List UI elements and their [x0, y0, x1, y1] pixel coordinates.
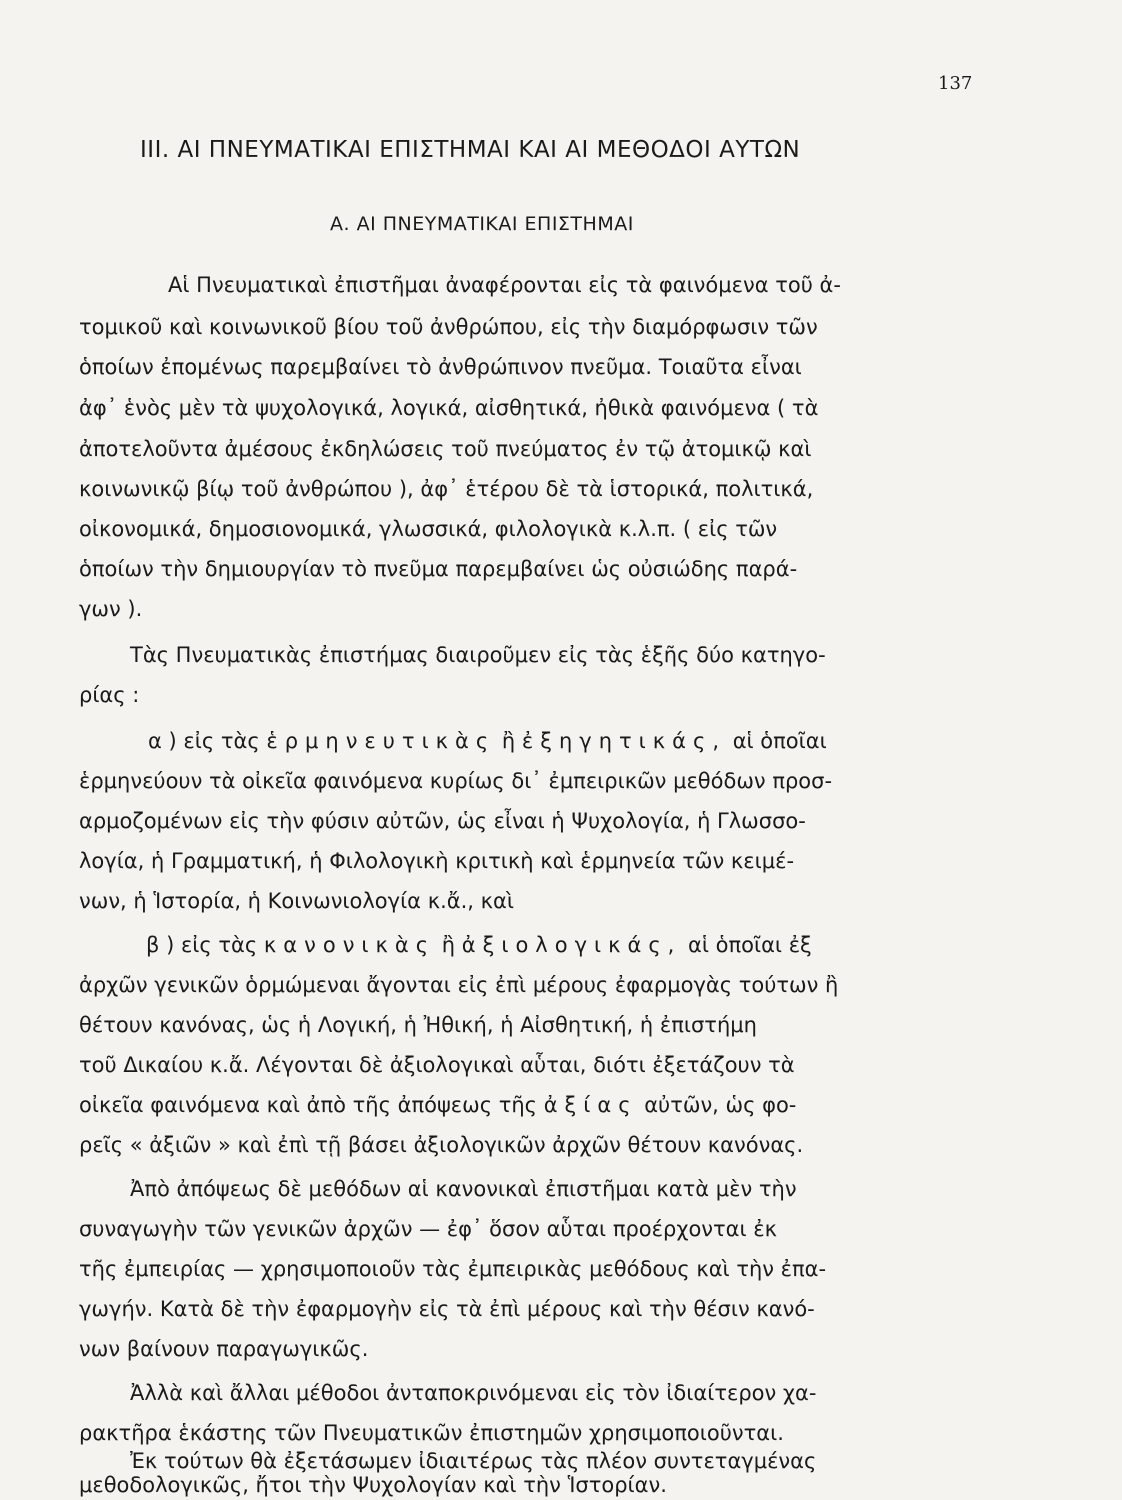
text-line: ὁποίων ἐπομένως παρεμβαίνει τὸ ἀνθρώπινον πνεῦμα. Τοιαῦτα εἶναι [79, 355, 802, 379]
text-line: θέτουν κανόνας, ὡς ἡ Λογική, ἡ Ἠθική, ἡ Αἰσθητική, ἡ ἐπιστήμη [79, 1013, 757, 1037]
text-line: ρακτῆρα ἑκάστης τῶν Πνευματικῶν ἐπιστημῶν χρησιμοποιοῦνται. [79, 1421, 784, 1445]
text-line: Ἐκ τούτων θὰ ἐξετάσωμεν ἰδιαιτέρως τὰς πλέον συντεταγμένας [130, 1449, 817, 1473]
page-number: 137 [938, 73, 973, 94]
text-line: τοῦ Δικαίου κ.ἄ. Λέγονται δὲ ἀξιολογικαὶ αὗται, διότι ἐξετάζουν τὰ [79, 1053, 795, 1077]
text-line: ρίας : [79, 683, 140, 707]
text-line: οἰκονομικά, δημοσιονομικά, γλωσσικά, φιλολογικὰ κ.λ.π. ( εἰς τῶν [79, 517, 778, 541]
text-line [146, 930, 812, 960]
emphasized-term: ἀξίας [543, 1093, 638, 1117]
text-line: ἀρχῶν γενικῶν ὁρμώμεναι ἄγονται εἰς ἐπὶ μέρους ἐφαρμογὰς τούτων ἢ [79, 973, 839, 997]
text-line: συναγωγὴν τῶν γενικῶν ἀρχῶν — ἐφ᾽ ὅσον αὗται προέρχονται ἐκ [79, 1217, 778, 1241]
text-run: οἰκεῖα φαινόμενα καὶ ἀπὸ τῆς ἀπόψεως τῆς [79, 1093, 538, 1117]
text-line: γωγήν. Κατὰ δὲ τὴν ἐφαρμογὴν εἰς τὰ ἐπὶ μέρους καὶ τὴν θέσιν κανό- [79, 1297, 815, 1321]
text-line: τομικοῦ καὶ κοινωνικοῦ βίου τοῦ ἀνθρώπου, εἰς τὴν διαμόρφωσιν τῶν [79, 315, 818, 339]
text-run: α ) εἰς τὰς [148, 729, 260, 753]
section-title: Α. ΑΙ ΠΝΕΥΜΑΤΙΚΑΙ ΕΠΙΣΤΗΜΑΙ [330, 213, 634, 235]
emphasized-term: κανονικὰς [263, 933, 436, 957]
text-line [79, 1090, 796, 1120]
text-line: λογία, ἡ Γραμματική, ἡ Φιλολογικὴ κριτικὴ καὶ ἑρμηνεία τῶν κειμέ- [79, 849, 795, 873]
emphasized-term: ἐξηγητικάς, [521, 729, 726, 753]
text-line: Ἀπὸ ἀπόψεως δὲ μεθόδων αἱ κανονικαὶ ἐπιστῆμαι κατὰ μὲν τὴν [130, 1177, 797, 1201]
text-line: μεθοδολογικῶς, ἤτοι τὴν Ψυχολογίαν καὶ τὴν Ἱστορίαν. [79, 1473, 667, 1497]
text-line [148, 726, 827, 756]
text-line: τῆς ἐμπειρίας — χρησιμοποιοῦν τὰς ἐμπειρικὰς μεθόδους καὶ τὴν ἐπα- [79, 1257, 827, 1281]
text-line: ἀφ᾽ ἑνὸς μὲν τὰ ψυχολογικά, λογικά, αἰσθητικά, ἠθικὰ φαινόμενα ( τὰ [79, 396, 819, 420]
chapter-title: III. ΑΙ ΠΝΕΥΜΑΤΙΚΑΙ ΕΠΙΣΤΗΜΑΙ ΚΑΙ ΑΙ ΜΕΘΟΔΟΙ ΑΥΤΩΝ [140, 137, 801, 163]
text-run: ἢ [501, 729, 516, 753]
text-line: Ἀλλὰ καὶ ἄλλαι μέθοδοι ἀνταποκρινόμεναι εἰς τὸν ἰδιαίτερον χα- [130, 1381, 817, 1405]
text-line: νων, ἡ Ἱστορία, ἡ Κοινωνιολογία κ.ἄ., καὶ [79, 889, 514, 913]
text-run: β ) εἰς τὰς [146, 933, 258, 957]
text-line: Τὰς Πνευματικὰς ἐπιστήμας διαιροῦμεν εἰς τὰς ἑξῆς δύο κατηγο- [130, 643, 826, 667]
text-line: γων ). [79, 597, 143, 621]
text-run: αἱ ὁποῖαι ἐξ [688, 933, 812, 957]
text-line: κοινωνικῷ βίῳ τοῦ ἀνθρώπου ), ἀφ᾽ ἑτέρου δὲ τὰ ἱστορικά, πολιτικά, [79, 477, 814, 501]
text-line: ὁποίων τὴν δημιουργίαν τὸ πνεῦμα παρεμβαίνει ὡς οὐσιώδης παρά- [79, 557, 798, 581]
text-line: νων βαίνουν παραγωγικῶς. [79, 1337, 369, 1361]
text-line: αρμοζομένων εἰς τὴν φύσιν αὐτῶν, ὡς εἶναι ἡ Ψυχολογία, ἡ Γλωσσο- [79, 809, 806, 833]
text-line: ἑρμηνεύουν τὰ οἰκεῖα φαινόμενα κυρίως δι᾽ ἐμπειρικῶν μεθόδων προσ- [79, 769, 833, 793]
text-line: ἀποτελοῦντα ἀμέσους ἐκδηλώσεις τοῦ πνεύματος ἐν τῷ ἀτομικῷ καὶ [79, 437, 812, 461]
text-run: ἢ [441, 933, 456, 957]
text-line: ρεῖς « ἀξιῶν » καὶ ἐπὶ τῇ βάσει ἀξιολογικῶν ἀρχῶν θέτουν κανόνας. [79, 1133, 804, 1157]
emphasized-term: ἑρμηνευτικὰς [266, 729, 496, 753]
text-run: αἱ ὁποῖαι [732, 729, 827, 753]
text-run: αὐτῶν, ὡς φο- [644, 1093, 797, 1117]
emphasized-term: ἀξιολογικάς, [461, 933, 682, 957]
text-line: Αἱ Πνευματικαὶ ἐπιστῆμαι ἀναφέρονται εἰς τὰ φαινόμενα τοῦ ἀ- [168, 273, 841, 297]
